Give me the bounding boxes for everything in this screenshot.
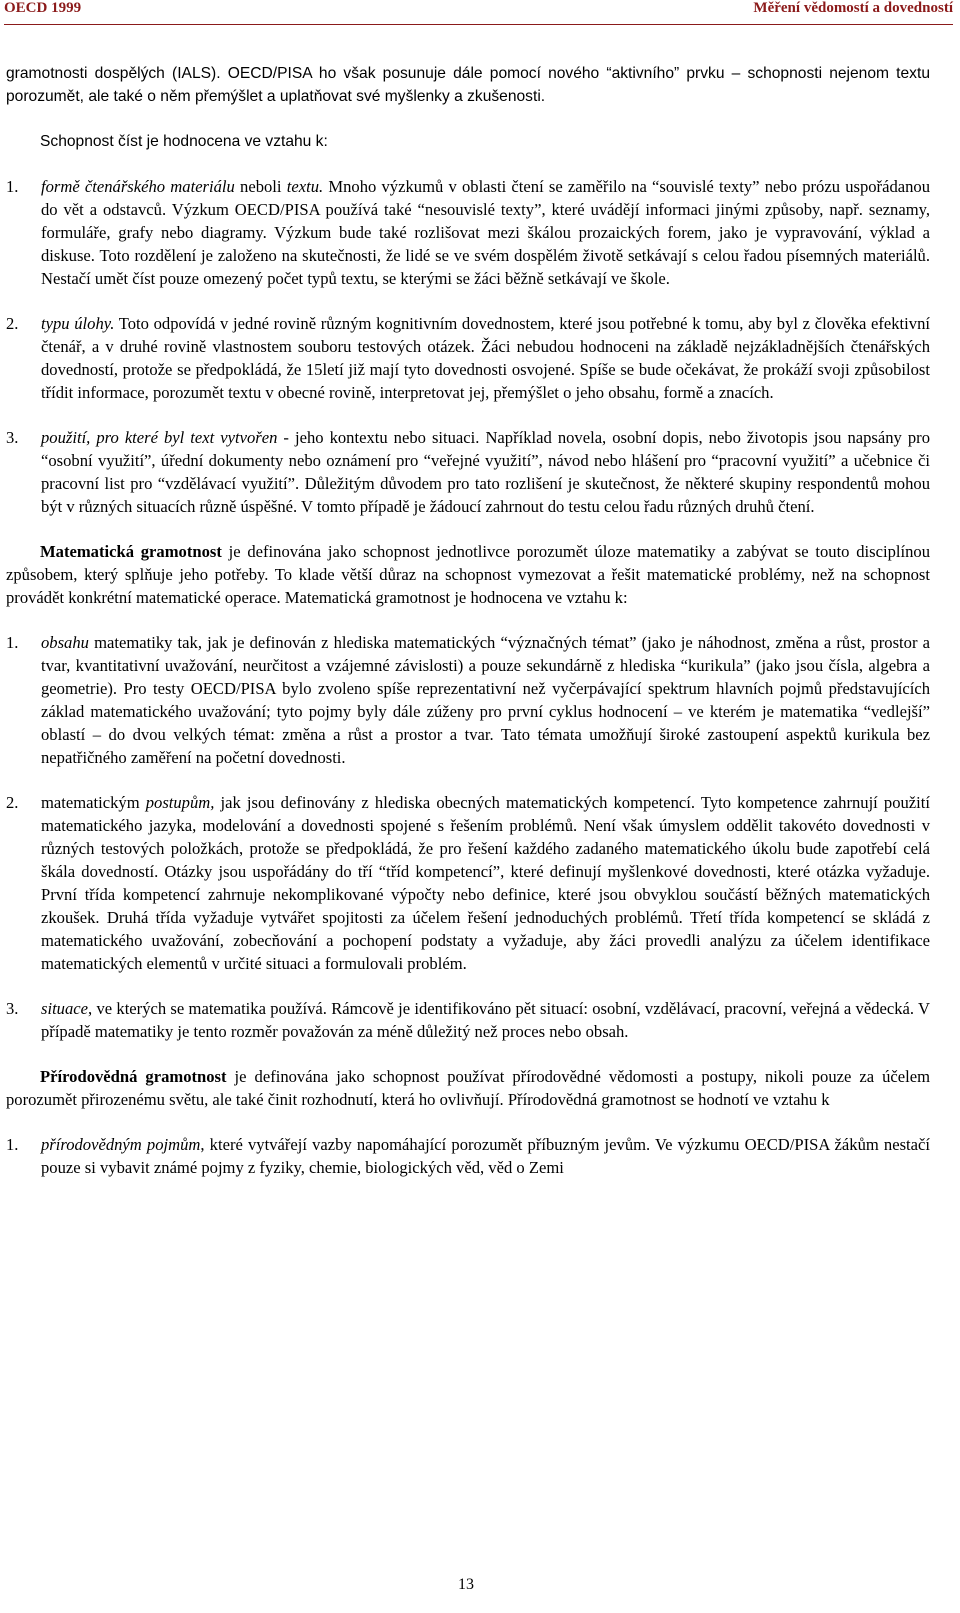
math-item-3 — [6, 997, 930, 1043]
math-item-2: 2. matematickým postupům, jak jsou definovány z hlediska obecných matematických kompetencí. Tyto kompetence zahrnují použití matematického jazyka, modelování a dovednosti spojené s řešením problémů. Není však úmyslem oddělit takovéto dovednosti v různých testových položkách, protože se předpokládá, že pro řešení každého zadaného matematického úkolu bude zapotřebí celá škála dovedností. Otázky jsou uspořádány do tří “tříd kompetencí”, které definují myšlenkové dovednosti, které otázka vyžaduje. První třída kompetencí zahrnuje nekomplikované výpočty nebo definice, které jsou obvyklou součástí běžných matematických zkoušek. Druhá třída vyžaduje vytvářet spojitosti za účelem řešení jednoduchých problémů. Třetí třída kompetencí se skládá z matematického uvažování, zobecňování a pochopení podstaty a vyžaduje, aby žáci provedli analýzu za účelem identifikace matematických elementů v určité situaci a formulovali problém. — [6, 793, 930, 973]
item-text: matematiky tak, jak je definován z hlediska matematických “význačných témat” (jako je náhodnost, změna a růst, prostor a tvar, kvantitativní uvažování, neurčitost a vzájemné závislosti) a pouze sekundárně z hlediska “kurikula” (jako jsou čísla, algebra a geometrie). Pro testy OECD/PISA bylo zvoleno spíše reprezentativní než vyčerpávající spektrum hlavních pojmů představujících základ matematického uvažování; tyto pojmy byly dále zúženy pro první cyklus hodnocení – ve kterém je matematika “vedlejší” oblastí – do dvou velkých témat: změna a růst a prostor a tvar. Tato témata umožňují široké zastoupení aspektů kurikula bez nepatřičného zaměření na početní dovednosti. — [41, 633, 930, 767]
page-number: 13 — [458, 1576, 474, 1593]
reading-item-2 — [6, 312, 930, 404]
item-term: přírodovědným pojmům — [41, 1135, 201, 1154]
math-item-1 — [6, 631, 930, 769]
item-text: jak jsou definovány z hlediska obecných matematických kompetencí. Tyto kompetence zahrnují použití matematického jazyka, modelování a dovednosti spojené s řešením problémů. Není však úmyslem oddělit takovéto dovednosti v různých testových položkách, protože se předpokládá, že pro řešení každého zadaného matematického úkolu bude zapotřebí celá škála dovedností. Otázky jsou uspořádány do tří “tříd kompetencí”, které definují myšlenkové dovednosti, které otázka vyžaduje. První třída kompetencí zahrnuje nekomplikované výpočty nebo definice, které jsou obvyklou součástí běžných matematických zkoušek. Druhá třída vyžaduje vytvářet spojitosti za účelem řešení jednoduchých problémů. Třetí třída kompetencí se skládá z matematického uvažování, zobecňování a pochopení podstaty a vyžaduje, aby žáci provedli analýzu za účelem identifikace matematických elementů v určité situaci a formulovali problém. — [41, 793, 930, 973]
list-number: 2. — [6, 793, 19, 812]
list-number: 1. — [6, 633, 19, 652]
math-heading: Matematická gramotnost — [40, 542, 222, 561]
item-text: Toto odpovídá v jedné rovině různým kognitivním dovednostem, které jsou potřebné k tomu, aby byl z člověka efektivní čtenář, a v druhé rovině vlastnostem souboru testových otázek. Žáci nebudou hodnoceni na základě nejzákladnějších čtenářských dovedností, protože se předpokládá, že 15letí již mají tyto dovednosti osvojené. Spíše se bude očekávat, že prokáží svoji způsobilost třídit informace, porozumět textu v obecné rovině, interpretovat jej, přemýšlet o jeho obsahu, formě a znacích. — [41, 314, 930, 402]
reading-item-1: 1. formě čtenářského materiálu neboli textu. Mnoho výzkumů v oblasti čtení se zaměřilo na “souvislé texty” nebo prózu uspořádanou do vět a odstavců. Výzkum OECD/PISA používá také “nesouvislé texty”, které uvádějí informaci jinými způsoby, např. seznamy, formuláře, grafy nebo diagramy. Výzkum bude také rozlišovat mezi škálou prozaických forem, jako je vypravování, výklad a diskuse. Toto rozdělení je založeno na skutečnosti, že lidé se ve svém dospělém životě setkávají s celou řadou písemných materiálů. Nestačí umět číst pouze omezený počet typů textu, se kterými se žáci běžně setkávají ve škole. — [6, 177, 931, 288]
item-term: situace — [41, 999, 89, 1018]
header-rule — [4, 24, 953, 25]
body-text — [6, 62, 930, 1179]
list-number: 3. — [6, 999, 19, 1018]
item-text: , ve kterých se matematika používá. Rámcově je identifikováno pět situací: osobní, vzdělávací, pracovní, veřejná a vědecká. V případě matematiky je tento rozměr považován za méně důležitý než proces nebo obsah. — [41, 999, 930, 1041]
item-term: obsahu — [41, 633, 89, 652]
science-item-1 — [6, 1133, 930, 1179]
science-paragraph: Přírodovědná gramotnost je definována jako schopnost používat přírodovědné vědomosti a postupy, nikoli pouze za účelem porozumět přirozenému světu, ale také činit rozhodnutí, která ho ovlivňují. Přírodovědná gramotnost se hodnotí ve vztahu k — [6, 1067, 930, 1109]
reading-item-3 — [6, 426, 930, 518]
list-number: 1. — [6, 177, 19, 196]
item-text: , které vytvářejí vazby napomáhající porozumět příbuzným jevům. Ve výzkumu OECD/PISA žákům nestačí pouze si vybavit známé pojmy z fyziky, chemie, biologických věd, věd o Zemi — [41, 1135, 931, 1177]
list-number: 3. — [6, 428, 19, 447]
item-term: typu úlohy. — [41, 314, 115, 333]
intro-paragraph: gramotnosti dospělých (IALS). OECD/PISA ho však posunuje dále pomocí nového “aktivního” prvku – schopnosti nejenom textu porozumět, ale také o něm přemýšlet a uplatňovat své myšlenky a zkušenosti. — [6, 65, 930, 105]
running-header — [0, 0, 960, 24]
header-left: OECD 1999 — [4, 0, 82, 16]
item-term: postupům, — [145, 793, 215, 812]
item-text: - jeho kontextu nebo situaci. Například novela, osobní dopis, nebo životopis jsou napsány pro “osobní využití”, úřední dokumenty nebo oznámení pro “veřejné využití”, návod nebo hlášení pro “pracovní využití” a učebnice či pracovní list pro “vzdělávací využití”. Důležitým důvodem pro tato rozlišení je skutečnost, že některé skupiny respondentů mohou být v různých situacích různě úspěšné. V tomto případě je žádoucí zahrnout do testu celou řadu různých druhů čtení. — [41, 428, 930, 516]
item-term: použití, pro které byl text vytvořen — [41, 428, 278, 447]
science-heading: Přírodovědná gramotnost — [40, 1067, 227, 1086]
header-right: Měření vědomostí a dovedností — [753, 0, 953, 16]
math-paragraph: Matematická gramotnost je definována jako schopnost jednotlivce porozumět úloze matematiky a zabývat se touto disciplínou způsobem, který splňuje jeho potřeby. To klade větší důraz na schopnost vymezovat a řešit matematické problémy, než na schopnost provádět konkrétní matematické operace. Matematická gramotnost je hodnocena ve vztahu k: — [6, 542, 930, 607]
reading-lead: Schopnost číst je hodnocena ve vztahu k: — [40, 133, 328, 150]
list-number: 1. — [6, 1135, 19, 1154]
item-term: formě čtenářského materiálu — [41, 177, 235, 196]
item-text: Mnoho výzkumů v oblasti čtení se zaměřilo na “souvislé texty” nebo prózu uspořádanou do vět a odstavců. Výzkum OECD/PISA používá také “nesouvislé texty”, které uvádějí informaci jinými způsoby, např. seznamy, formuláře, grafy nebo diagramy. Výzkum bude také rozlišovat mezi škálou prozaických forem, jako je vypravování, výklad a diskuse. Toto rozdělení je založeno na skutečnosti, že lidé se ve svém dospělém životě setkávají s celou řadou písemných materiálů. Nestačí umět číst pouze omezený počet typů textu, se kterými se žáci běžně setkávají ve škole. — [41, 177, 931, 288]
list-number: 2. — [6, 314, 19, 333]
